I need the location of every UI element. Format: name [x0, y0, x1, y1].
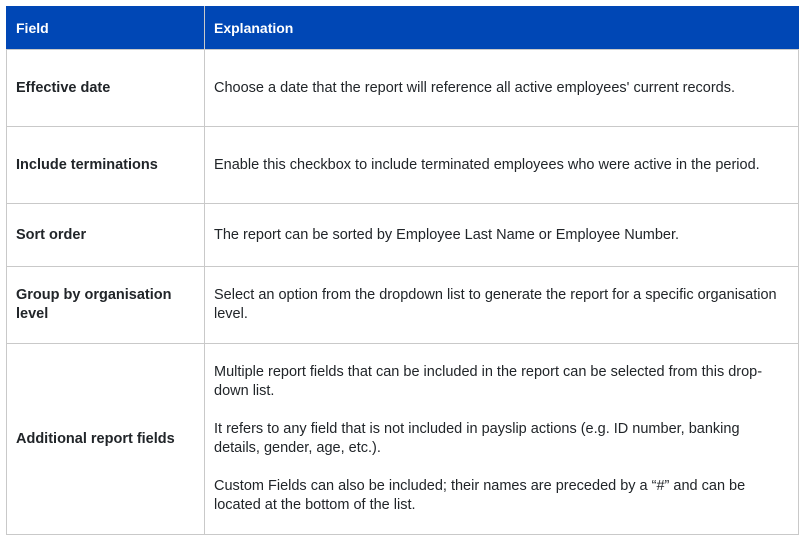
field-name-cell: Effective date: [7, 50, 205, 127]
field-explanation-table: [6, 6, 799, 535]
header-explanation: Explanation: [205, 7, 799, 50]
explanation-text: It refers to any field that is not included in payslip actions (e.g. ID number, banking details, gender, age, etc.).: [214, 421, 740, 456]
field-name-cell: Additional report fields: [7, 344, 205, 535]
field-name-cell: Sort order: [7, 204, 205, 267]
table-row-additional-report-fields: [7, 344, 799, 535]
table-row-include-terminations: [7, 127, 799, 204]
field-name-cell: Group by organisation level: [7, 267, 205, 344]
explanation-text: Enable this checkbox to include terminated employees who were active in the period.: [214, 156, 760, 173]
table-row-group-by-organisation-level: [7, 267, 799, 344]
explanation-cell: [205, 344, 799, 535]
explanation-cell: [205, 267, 799, 344]
explanation-cell: [205, 50, 799, 127]
explanation-text: Multiple report fields that can be included in the report can be selected from this drop-down list.: [214, 364, 763, 399]
field-explanation-table-container: [6, 6, 799, 535]
table-row-effective-date: [7, 50, 799, 127]
explanation-text: Choose a date that the report will reference all active employees' current records.: [214, 79, 736, 96]
table-row-sort-order: [7, 204, 799, 267]
field-name-cell: Include terminations: [7, 127, 205, 204]
explanation-text: Select an option from the dropdown list to generate the report for a specific organisation level.: [214, 287, 777, 322]
explanation-text: Custom Fields can also be included; their names are preceded by a “#” and can be located at the bottom of the list.: [214, 478, 746, 513]
explanation-cell: [205, 127, 799, 204]
explanation-cell: [205, 204, 799, 267]
explanation-text: The report can be sorted by Employee Last Name or Employee Number.: [214, 226, 680, 243]
table-header-row: [7, 7, 799, 50]
header-field: Field: [7, 7, 205, 50]
